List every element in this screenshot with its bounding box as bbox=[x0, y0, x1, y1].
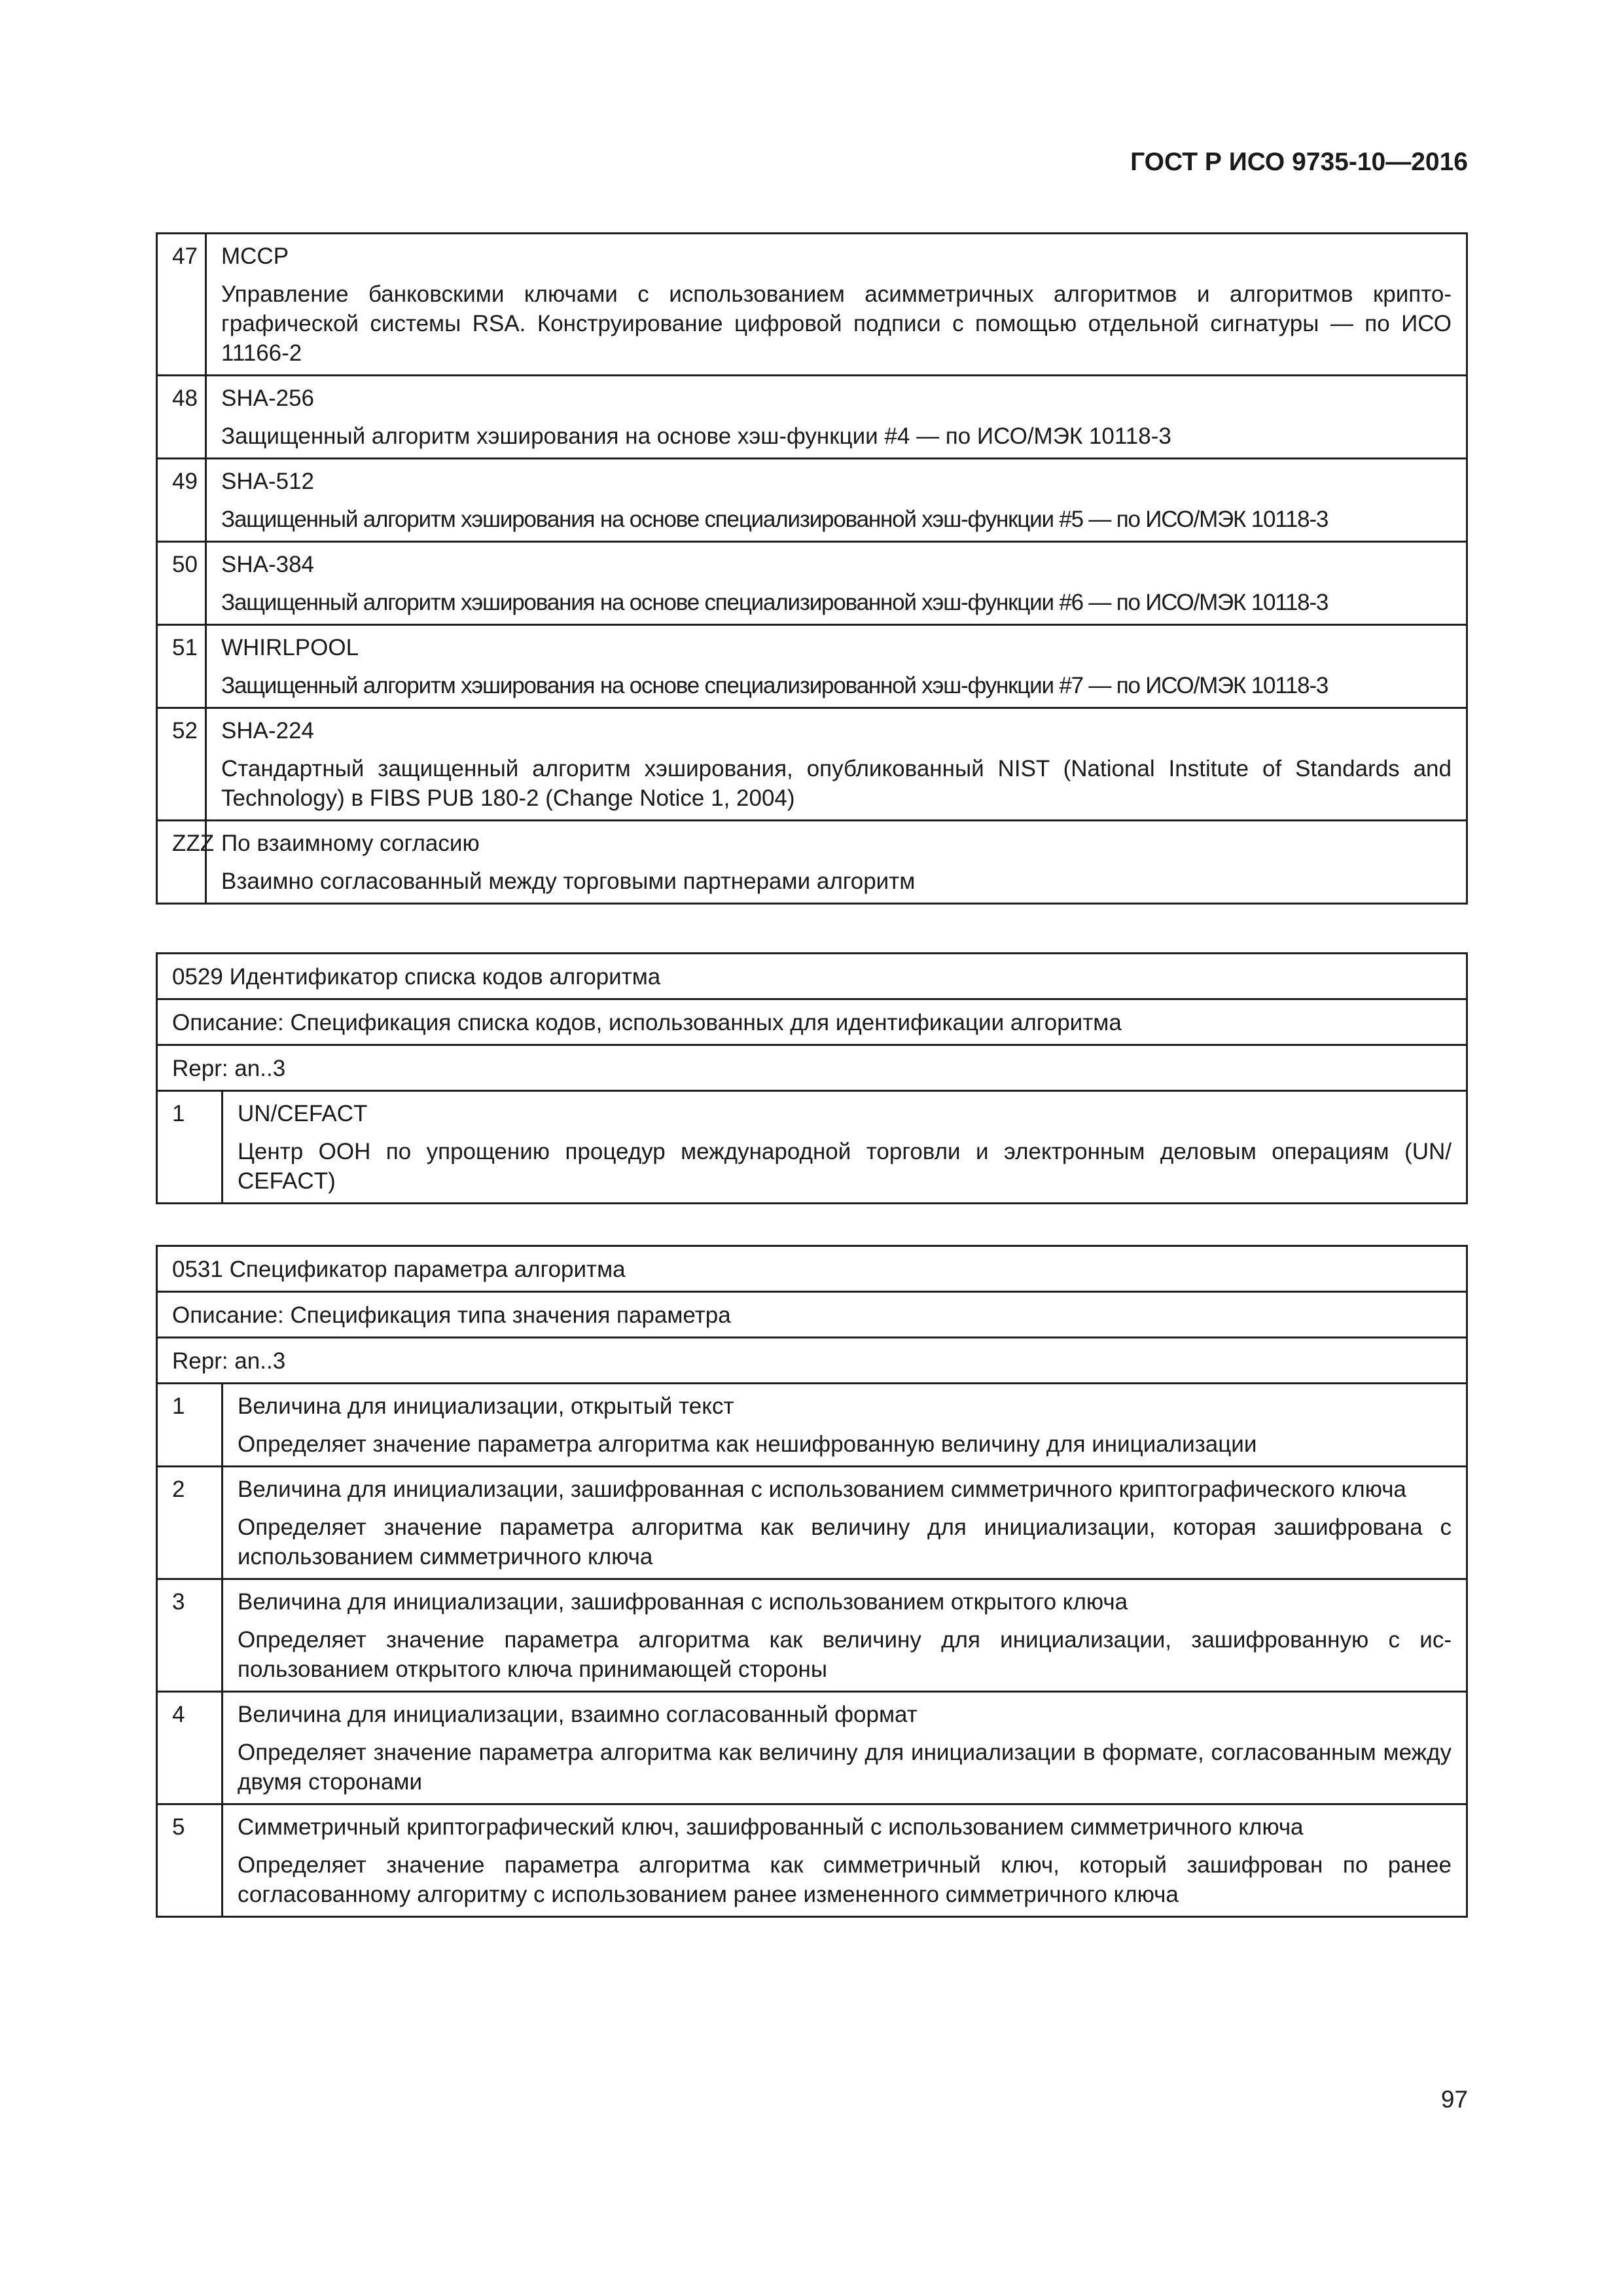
algorithm-code-table bbox=[156, 232, 1468, 905]
code-name: Величина для инициализации, зашифрованная с использованием симметричного криптографического ключа bbox=[238, 1477, 1406, 1502]
table-header-row bbox=[157, 1246, 1467, 1292]
table-header-row bbox=[157, 954, 1467, 999]
table-row bbox=[157, 376, 1467, 459]
table-row bbox=[157, 1804, 1467, 1917]
description-cell bbox=[206, 234, 1467, 376]
code-cell: 2 bbox=[157, 1467, 223, 1579]
code-name: По взаимному согласию bbox=[221, 831, 480, 856]
element-description: Описание: Спецификация списка кодов, использованных для идентификации алгоритма bbox=[157, 999, 1467, 1045]
element-description: Описание: Спецификация типа значения параметра bbox=[157, 1292, 1467, 1338]
code-name: SHA-256 bbox=[221, 386, 315, 411]
table-header-row bbox=[157, 1292, 1467, 1338]
table-row bbox=[157, 1579, 1467, 1692]
code-description: Определяет значение параметра алгоритма как величину для инициализации, которая зашифрована с использованием симметричного ключа bbox=[238, 1515, 1452, 1570]
description-cell bbox=[223, 1091, 1467, 1204]
element-title: 0531 Спецификатор параметра алгоритма bbox=[157, 1246, 1467, 1292]
code-description: Определяет значение параметра алгоритма как нешифрованную величину для инициализации bbox=[238, 1431, 1257, 1457]
code-cell: ZZZ bbox=[157, 821, 206, 904]
table-header-row bbox=[157, 1338, 1467, 1384]
table-row bbox=[157, 708, 1467, 821]
element-title: 0529 Идентификатор списка кодов алгоритма bbox=[157, 954, 1467, 999]
element-0529-table bbox=[156, 952, 1468, 1204]
code-name: Величина для инициализации, зашифрованная с использованием открытого ключа bbox=[238, 1589, 1128, 1615]
code-name: UN/CEFACT bbox=[238, 1101, 368, 1126]
code-cell: 4 bbox=[157, 1692, 223, 1804]
page-number: 97 bbox=[1440, 2086, 1468, 2113]
code-description: Защищенный алгоритм хэширования на основе хэш-функции #4 — по ИСО/МЭК 10118-3 bbox=[221, 423, 1171, 449]
description-cell bbox=[206, 376, 1467, 459]
code-description: Защищенный алгоритм хэширования на основе специализированной хэш-функции #6 — по ИСО/МЭК 10118-3 bbox=[221, 590, 1329, 615]
code-cell: 51 bbox=[157, 625, 206, 708]
code-name: Величина для инициализации, взаимно согласованный формат bbox=[238, 1702, 918, 1727]
code-description: Центр ООН по упрощению процедур международной торговли и электронным деловым операциям (UN/ CEFACT) bbox=[238, 1139, 1452, 1194]
code-description: Стандартный защищенный алгоритм хэширования, опубликованный NIST (National Institute of Standards and Technology) в FIBS PUB 180-2 (Change Notice 1, 2004) bbox=[221, 756, 1452, 811]
code-name: Величина для инициализации, открытый текст bbox=[238, 1393, 734, 1419]
table-row bbox=[157, 1384, 1467, 1467]
code-cell: 50 bbox=[157, 542, 206, 625]
description-cell bbox=[223, 1384, 1467, 1467]
code-name: SHA-512 bbox=[221, 469, 315, 494]
description-cell bbox=[206, 625, 1467, 708]
code-name: SHA-384 bbox=[221, 552, 315, 577]
code-cell: 52 bbox=[157, 708, 206, 821]
description-cell bbox=[206, 821, 1467, 904]
element-repr: Repr: an..3 bbox=[157, 1338, 1467, 1384]
table-row bbox=[157, 821, 1467, 904]
code-description: Защищенный алгоритм хэширования на основе специализированной хэш-функции #5 — по ИСО/МЭК 10118-3 bbox=[221, 507, 1329, 532]
description-cell bbox=[223, 1692, 1467, 1804]
table-row bbox=[157, 459, 1467, 542]
code-description: Определяет значение параметра алгоритма как величину для инициализации, зашифрованную с использованием открытого ключа принимающей стороны bbox=[238, 1627, 1452, 1682]
code-description: Управление банковскими ключами с использованием асимметричных алгоритмов и алгоритмов криптографической системы RSA. Конструирование цифровой подписи с помощью отдельной сигнатуры — по ИСО 11166-2 bbox=[221, 281, 1452, 366]
description-cell bbox=[223, 1467, 1467, 1579]
element-repr: Repr: an..3 bbox=[157, 1045, 1467, 1091]
element-0531-table bbox=[156, 1245, 1468, 1918]
table-row bbox=[157, 1692, 1467, 1804]
description-cell bbox=[223, 1804, 1467, 1917]
code-cell: 1 bbox=[157, 1091, 223, 1204]
description-cell bbox=[223, 1579, 1467, 1692]
code-cell: 5 bbox=[157, 1804, 223, 1917]
code-cell: 1 bbox=[157, 1384, 223, 1467]
code-description: Определяет значение параметра алгоритма как симметричный ключ, который зашифрован по ранее согласованному алгоритму с использованием ранее измененного симметричного ключа bbox=[238, 1852, 1452, 1907]
code-name: SHA-224 bbox=[221, 718, 315, 744]
table-row bbox=[157, 625, 1467, 708]
code-cell: 47 bbox=[157, 234, 206, 376]
table-header-row bbox=[157, 999, 1467, 1045]
code-cell: 49 bbox=[157, 459, 206, 542]
code-name: MCCP bbox=[221, 243, 289, 269]
code-name: Симметричный криптографический ключ, зашифрованный с использованием симметричного ключа bbox=[238, 1814, 1304, 1840]
code-description: Определяет значение параметра алгоритма как величину для инициализации в формате, согласованным между двумя сторонами bbox=[238, 1740, 1452, 1795]
code-cell: 3 bbox=[157, 1579, 223, 1692]
table-row bbox=[157, 542, 1467, 625]
document-number-header: ГОСТ Р ИСО 9735-10—2016 bbox=[1130, 148, 1468, 176]
code-description: Защищенный алгоритм хэширования на основе специализированной хэш-функции #7 — по ИСО/МЭК 10118-3 bbox=[221, 673, 1329, 698]
table-row bbox=[157, 1467, 1467, 1579]
description-cell bbox=[206, 459, 1467, 542]
table-row bbox=[157, 1091, 1467, 1204]
code-description: Взаимно согласованный между торговыми партнерами алгоритм bbox=[221, 869, 916, 894]
code-name: WHIRLPOOL bbox=[221, 635, 359, 660]
table-row bbox=[157, 234, 1467, 376]
description-cell bbox=[206, 542, 1467, 625]
code-cell: 48 bbox=[157, 376, 206, 459]
table-header-row bbox=[157, 1045, 1467, 1091]
description-cell bbox=[206, 708, 1467, 821]
